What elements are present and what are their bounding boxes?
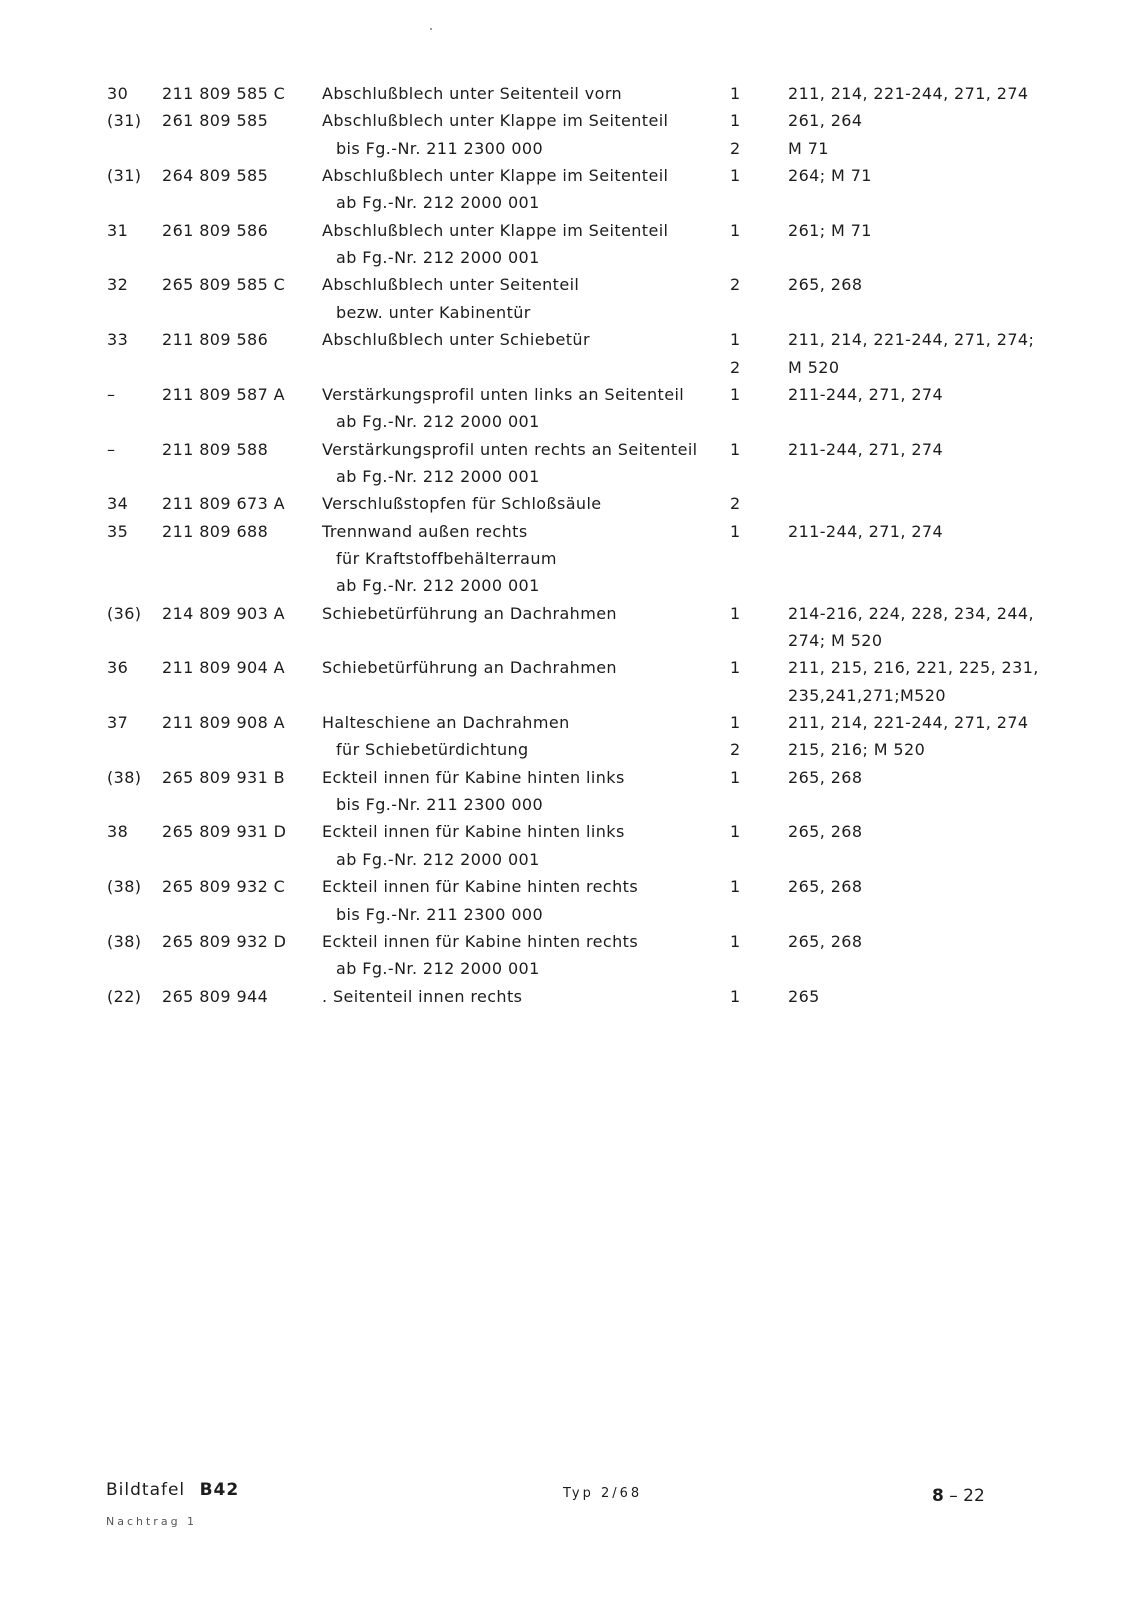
- table-row: [0, 818, 1139, 846]
- footer-nachtrag: Nachtrag 1: [106, 1515, 198, 1528]
- vehicle-types: M 520: [788, 357, 840, 377]
- part-description: Abschlußblech unter Klappe im Seitenteil: [322, 111, 669, 131]
- part-note: bis Fg.-Nr. 211 2300 000: [336, 904, 544, 924]
- table-row-continuation: [0, 244, 1139, 272]
- position-number: (38): [107, 767, 142, 787]
- page-dash: –: [949, 1486, 958, 1506]
- vehicle-types: 265: [788, 986, 820, 1006]
- quantity: 2: [730, 740, 741, 760]
- position-number: 30: [107, 84, 129, 103]
- footer-page-number: [932, 1486, 985, 1506]
- position-number: 38: [107, 822, 129, 842]
- table-row-continuation: [0, 545, 1139, 573]
- part-description: Halteschiene an Dachrahmen: [322, 713, 570, 733]
- vehicle-types: 211, 215, 216, 221, 225, 231,: [788, 658, 1039, 678]
- position-number: 31: [107, 220, 129, 240]
- vehicle-types: 235,241,271;M520: [788, 685, 946, 705]
- quantity: 1: [730, 220, 741, 240]
- table-row: [0, 764, 1139, 792]
- table-row-continuation: [0, 846, 1139, 874]
- table-row: [0, 654, 1139, 682]
- table-row-continuation: [0, 736, 1139, 764]
- vehicle-types: 265, 268: [788, 822, 863, 842]
- table-row-continuation: [0, 135, 1139, 163]
- quantity: 1: [730, 384, 741, 404]
- quantity: 1: [730, 603, 741, 623]
- part-note: ab Fg.-Nr. 212 2000 001: [336, 849, 540, 869]
- part-description: Abschlußblech unter Klappe im Seitenteil: [322, 166, 669, 186]
- quantity: 2: [730, 138, 741, 158]
- part-description: Eckteil innen für Kabine hinten rechts: [322, 931, 639, 951]
- part-description: Trennwand außen rechts: [322, 521, 528, 541]
- part-note: bis Fg.-Nr. 211 2300 000: [336, 138, 544, 158]
- part-note: ab Fg.-Nr. 212 2000 001: [336, 576, 540, 596]
- table-row-continuation: [0, 572, 1139, 600]
- part-note: ab Fg.-Nr. 212 2000 001: [336, 466, 540, 486]
- part-note: für Schiebetürdichtung: [336, 740, 529, 760]
- quantity: 1: [730, 658, 741, 678]
- table-row: [0, 928, 1139, 956]
- quantity: 1: [730, 439, 741, 459]
- part-note: ab Fg.-Nr. 212 2000 001: [336, 959, 540, 979]
- position-number: 36: [107, 658, 129, 678]
- vehicle-types: 265, 268: [788, 767, 863, 787]
- part-number: 265 809 932 C: [162, 877, 286, 897]
- position-number: 33: [107, 330, 129, 350]
- table-row: [0, 600, 1139, 628]
- vehicle-types: 211-244, 271, 274: [788, 384, 944, 404]
- part-note: ab Fg.-Nr. 212 2000 001: [336, 193, 540, 213]
- part-note: ab Fg.-Nr. 212 2000 001: [336, 412, 540, 432]
- position-number: (38): [107, 877, 142, 897]
- vehicle-types: 265, 268: [788, 877, 863, 897]
- part-note: ab Fg.-Nr. 212 2000 001: [336, 248, 540, 268]
- footer-typ: Typ 2/68: [563, 1486, 643, 1501]
- table-row: [0, 162, 1139, 190]
- vehicle-types: 211, 214, 221-244, 271, 274: [788, 713, 1029, 733]
- vehicle-types: 211-244, 271, 274: [788, 521, 944, 541]
- position-number: (38): [107, 931, 142, 951]
- part-description: Abschlußblech unter Seitenteil: [322, 275, 580, 295]
- position-number: (22): [107, 986, 142, 1006]
- part-description: . Seitenteil innen rechts: [322, 986, 523, 1006]
- table-row: [0, 271, 1139, 299]
- part-number: 211 809 585 C: [162, 84, 286, 103]
- position-number: –: [107, 439, 116, 459]
- table-row-continuation: [0, 189, 1139, 217]
- part-number: 211 809 688: [162, 521, 269, 541]
- part-note: bezw. unter Kabinentür: [336, 302, 531, 322]
- quantity: 1: [730, 986, 741, 1006]
- part-description: Schiebetürführung an Dachrahmen: [322, 658, 617, 678]
- quantity: 2: [730, 494, 741, 514]
- part-number: 265 809 944: [162, 986, 269, 1006]
- vehicle-types: 261, 264: [788, 111, 863, 131]
- part-number: 211 809 908 A: [162, 713, 286, 733]
- part-description: Abschlußblech unter Seitenteil vorn: [322, 84, 623, 103]
- part-description: Abschlußblech unter Schiebetür: [322, 330, 590, 350]
- part-number: 211 809 587 A: [162, 384, 286, 404]
- part-description: Verstärkungsprofil unten rechts an Seitenteil: [322, 439, 698, 459]
- position-number: 35: [107, 521, 129, 541]
- plate-code: B42: [199, 1480, 240, 1500]
- quantity: 1: [730, 521, 741, 541]
- quantity: 1: [730, 767, 741, 787]
- part-description: Verschlußstopfen für Schloßsäule: [322, 494, 602, 514]
- position-number: 34: [107, 494, 129, 514]
- table-row-continuation: [0, 354, 1139, 382]
- table-row-continuation: [0, 791, 1139, 819]
- part-number: 265 809 931 B: [162, 767, 286, 787]
- quantity: 1: [730, 330, 741, 350]
- part-number: 211 809 673 A: [162, 494, 286, 514]
- vehicle-types: 265, 268: [788, 275, 863, 295]
- table-row: [0, 490, 1139, 518]
- table-row: [0, 217, 1139, 245]
- table-row: [0, 326, 1139, 354]
- part-description: Abschlußblech unter Klappe im Seitenteil: [322, 220, 669, 240]
- table-row: [0, 381, 1139, 409]
- quantity: 1: [730, 166, 741, 186]
- quantity: 1: [730, 111, 741, 131]
- part-description: Eckteil innen für Kabine hinten links: [322, 822, 625, 842]
- table-row-continuation: [0, 955, 1139, 983]
- table-row-continuation: [0, 408, 1139, 436]
- part-note: bis Fg.-Nr. 211 2300 000: [336, 795, 544, 815]
- part-number: 214 809 903 A: [162, 603, 286, 623]
- plate-label: Bildtafel: [106, 1480, 186, 1500]
- vehicle-types: 211, 214, 221-244, 271, 274;: [788, 330, 1035, 350]
- table-row: [0, 873, 1139, 901]
- part-number: 211 809 588: [162, 439, 269, 459]
- part-number: 261 809 586: [162, 220, 269, 240]
- quantity: 1: [730, 84, 741, 103]
- table-row: [0, 518, 1139, 546]
- part-number: 265 809 931 D: [162, 822, 287, 842]
- vehicle-types: 211-244, 271, 274: [788, 439, 944, 459]
- quantity: 1: [730, 713, 741, 733]
- vehicle-types: 214-216, 224, 228, 234, 244,: [788, 603, 1034, 623]
- scan-speck: [430, 28, 432, 30]
- part-description: Eckteil innen für Kabine hinten rechts: [322, 877, 639, 897]
- quantity: 2: [730, 357, 741, 377]
- part-description: Eckteil innen für Kabine hinten links: [322, 767, 625, 787]
- position-number: (36): [107, 603, 142, 623]
- vehicle-types: 264; M 71: [788, 166, 872, 186]
- part-number: 265 809 932 D: [162, 931, 287, 951]
- table-row-continuation: [0, 299, 1139, 327]
- vehicle-types: 261; M 71: [788, 220, 872, 240]
- quantity: 1: [730, 822, 741, 842]
- part-description: Verstärkungsprofil unten links an Seitenteil: [322, 384, 685, 404]
- vehicle-types: 211, 214, 221-244, 271, 274: [788, 84, 1029, 103]
- table-row-continuation: [0, 463, 1139, 491]
- vehicle-types: 215, 216; M 520: [788, 740, 926, 760]
- quantity: 1: [730, 877, 741, 897]
- table-row-continuation: [0, 682, 1139, 710]
- table-row-continuation: [0, 627, 1139, 655]
- vehicle-types: M 71: [788, 138, 829, 158]
- table-row: [0, 983, 1139, 1011]
- table-row: [0, 80, 1139, 108]
- table-row-continuation: [0, 901, 1139, 929]
- position-number: (31): [107, 111, 142, 131]
- quantity: 2: [730, 275, 741, 295]
- position-number: (31): [107, 166, 142, 186]
- page-num: 22: [963, 1486, 985, 1506]
- footer-plate-ref: [106, 1480, 239, 1500]
- part-number: 211 809 904 A: [162, 658, 286, 678]
- part-number: 211 809 586: [162, 330, 269, 350]
- position-number: 37: [107, 713, 129, 733]
- position-number: 32: [107, 275, 129, 295]
- part-description: Schiebetürführung an Dachrahmen: [322, 603, 617, 623]
- page-section: 8: [932, 1486, 944, 1506]
- quantity: 1: [730, 931, 741, 951]
- part-number: 261 809 585: [162, 111, 269, 131]
- table-row: [0, 107, 1139, 135]
- vehicle-types: 274; M 520: [788, 631, 883, 650]
- table-row: [0, 436, 1139, 464]
- part-number: 265 809 585 C: [162, 275, 286, 295]
- part-number: 264 809 585: [162, 166, 269, 186]
- table-row: [0, 709, 1139, 737]
- part-note: für Kraftstoffbehälterraum: [336, 548, 557, 568]
- vehicle-types: 265, 268: [788, 931, 863, 951]
- position-number: –: [107, 384, 116, 404]
